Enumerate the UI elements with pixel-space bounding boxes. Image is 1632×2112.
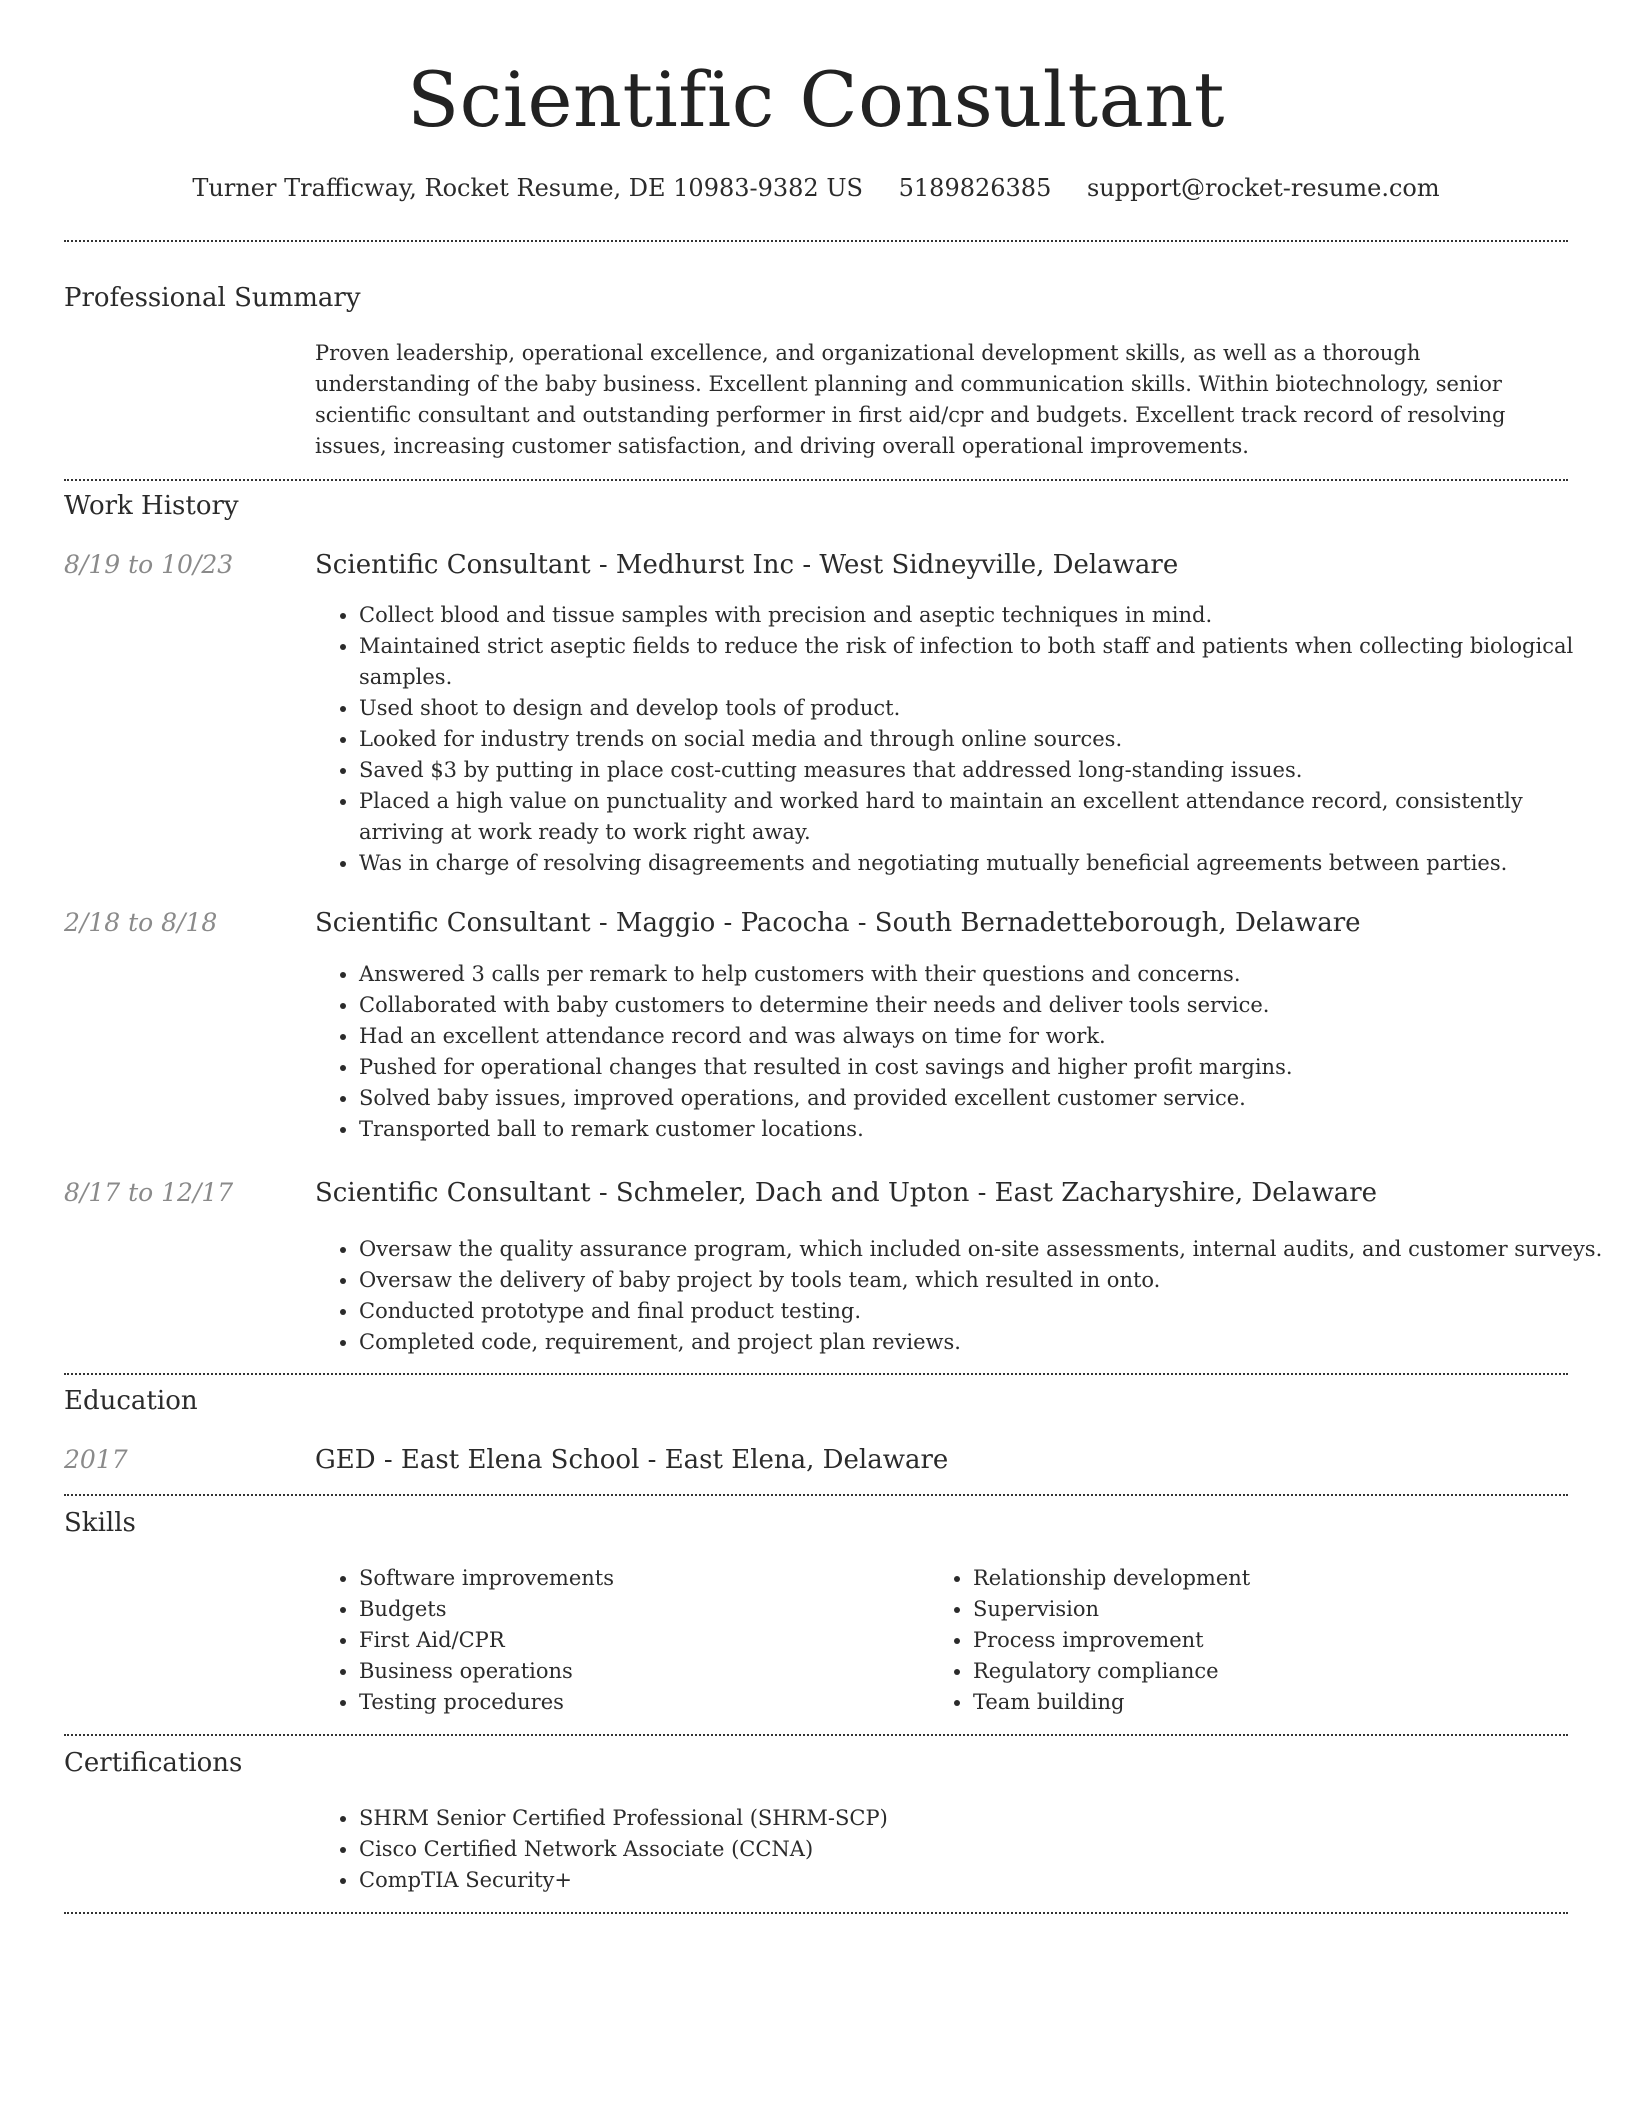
certifications-heading: Certifications xyxy=(64,1748,243,1778)
list-item: • Maintained strict aseptic fields to reduce the risk of infection to both staff and patients when collecting biological samples. xyxy=(359,631,1589,693)
list-item: • Software improvements xyxy=(359,1563,919,1594)
job-bullets xyxy=(315,959,1589,1145)
list-item: • Pushed for operational changes that resulted in cost savings and higher profit margins. xyxy=(359,1052,1589,1083)
job-bullets xyxy=(315,1234,1619,1358)
job-dates: 8/17 to 12/17 xyxy=(64,1178,234,1207)
list-item: • Answered 3 calls per remark to help customers with their questions and concerns. xyxy=(359,959,1589,990)
contact-email: support@rocket-resume.com xyxy=(1086,174,1440,202)
list-item: • SHRM Senior Certified Professional (SHRM-SCP) xyxy=(359,1803,1359,1834)
list-item: • Collaborated with baby customers to determine their needs and deliver tools service. xyxy=(359,990,1589,1021)
list-item: • Saved $3 by putting in place cost-cutting measures that addressed long-standing issues. xyxy=(359,755,1589,786)
divider xyxy=(64,1373,1568,1375)
certifications-list xyxy=(315,1803,1359,1896)
list-item: • Oversaw the delivery of baby project by tools team, which resulted in onto. xyxy=(359,1265,1619,1296)
list-item: • Business operations xyxy=(359,1656,919,1687)
divider xyxy=(64,240,1568,242)
summary-heading: Professional Summary xyxy=(64,283,361,313)
contact-address: Turner Trafficway, Rocket Resume, DE 10983-9382 US xyxy=(192,174,863,202)
list-item: • Relationship development xyxy=(973,1563,1573,1594)
list-item: • Testing procedures xyxy=(359,1687,919,1718)
work-history-heading: Work History xyxy=(64,491,239,521)
list-item: • Was in charge of resolving disagreements and negotiating mutually beneficial agreements between parties. xyxy=(359,848,1589,879)
divider xyxy=(64,1912,1568,1914)
list-item: • Cisco Certified Network Associate (CCNA) xyxy=(359,1834,1359,1865)
job-heading: Scientific Consultant - Medhurst Inc - West Sidneyville, Delaware xyxy=(315,550,1179,580)
list-item: • Regulatory compliance xyxy=(973,1656,1573,1687)
list-item: • Looked for industry trends on social media and through online sources. xyxy=(359,724,1589,755)
job-dates: 2/18 to 8/18 xyxy=(64,908,218,937)
education-year: 2017 xyxy=(64,1445,128,1474)
list-item: • Team building xyxy=(973,1687,1573,1718)
education-heading-line: GED - East Elena School - East Elena, Delaware xyxy=(315,1445,949,1475)
list-item: • Oversaw the quality assurance program, which included on-site assessments, internal audits, and customer surveys. xyxy=(359,1234,1619,1265)
divider xyxy=(64,479,1568,481)
resume-name: Scientific Consultant xyxy=(407,55,1225,144)
list-item: • Collect blood and tissue samples with precision and aseptic techniques in mind. xyxy=(359,600,1589,631)
list-item: • Conducted prototype and final product testing. xyxy=(359,1296,1619,1327)
job-dates: 8/19 to 10/23 xyxy=(64,550,234,579)
divider xyxy=(64,1494,1568,1496)
list-item: • CompTIA Security+ xyxy=(359,1865,1359,1896)
list-item: • Had an excellent attendance record and was always on time for work. xyxy=(359,1021,1589,1052)
list-item: • Process improvement xyxy=(973,1625,1573,1656)
job-heading: Scientific Consultant - Maggio - Pacocha - South Bernadetteborough, Delaware xyxy=(315,908,1361,938)
contact-line xyxy=(0,170,1632,206)
list-item: • Transported ball to remark customer locations. xyxy=(359,1114,1589,1145)
divider xyxy=(64,1734,1568,1736)
contact-phone: 5189826385 xyxy=(898,174,1052,202)
job-bullets xyxy=(315,600,1589,879)
list-item: • Budgets xyxy=(359,1594,919,1625)
list-item: • Solved baby issues, improved operations, and provided excellent customer service. xyxy=(359,1083,1589,1114)
list-item: • Used shoot to design and develop tools of product. xyxy=(359,693,1589,724)
list-item: • Supervision xyxy=(973,1594,1573,1625)
job-heading: Scientific Consultant - Schmeler, Dach and Upton - East Zacharyshire, Delaware xyxy=(315,1178,1378,1208)
education-heading: Education xyxy=(64,1386,198,1416)
list-item: • Completed code, requirement, and project plan reviews. xyxy=(359,1327,1619,1358)
summary-text: Proven leadership, operational excellence, and organizational development skills, as well as a thorough understanding of the baby business. Excellent planning and communication skills. Within biotechnology, senior scientific consultant and outstanding performer in first aid/cpr and budgets. Excellent track record of resolving issues, increasing customer satisfaction, and driving overall operational improvements. xyxy=(315,341,1506,458)
list-item: • First Aid/CPR xyxy=(359,1625,919,1656)
skills-heading: Skills xyxy=(64,1508,136,1538)
list-item: • Placed a high value on punctuality and worked hard to maintain an excellent attendance record, consistently arriving at work ready to work right away. xyxy=(359,786,1589,848)
skills-list-left xyxy=(315,1563,919,1718)
skills-list-right xyxy=(929,1563,1573,1718)
